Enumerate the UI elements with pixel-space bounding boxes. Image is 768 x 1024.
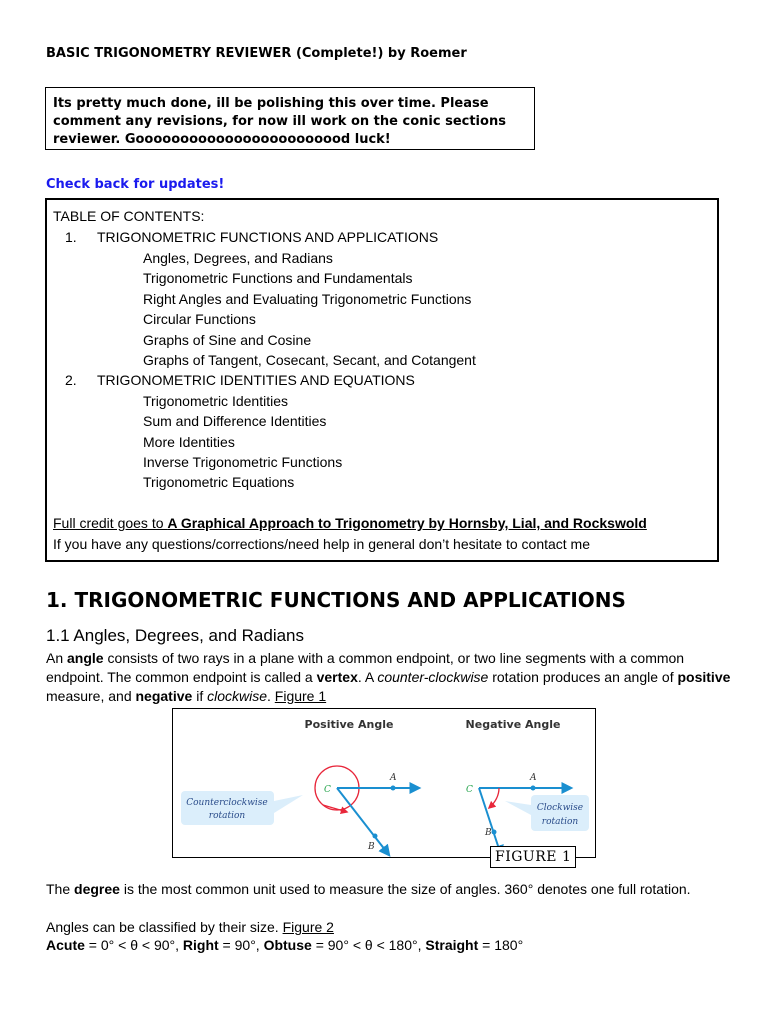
negative-angle-title: Negative Angle (465, 718, 561, 731)
negative-terminal-ray (479, 788, 501, 855)
term-acute: Acute (46, 937, 85, 953)
author-note-box: Its pretty much done, ill be polishing this over time. Please comment any revisions, for now ill work on the conic sections reviewer. Goooooooooooooooooooooood luck! (45, 87, 535, 150)
clockwise-label-line1: Clockwise (536, 803, 584, 813)
toc-item[interactable]: Angles, Degrees, and Radians (143, 250, 333, 266)
point-label-a: A (530, 773, 537, 783)
clockwise-arc (489, 788, 499, 808)
vertex-label-c: C (324, 785, 331, 795)
toc-item[interactable]: Right Angles and Evaluating Trigonometric Functions (143, 291, 472, 307)
toc-item[interactable]: More Identities (143, 434, 235, 450)
term-vertex: vertex (316, 669, 358, 685)
credit-prefix: Full credit goes to (53, 515, 168, 531)
point-label-a: A (390, 773, 397, 783)
toc-item[interactable]: Trigonometric Identities (143, 393, 288, 409)
vertex-label-c: C (466, 785, 473, 795)
toc-section-number: 2. (65, 372, 77, 388)
table-of-contents (45, 198, 719, 562)
counterclockwise-label-line1: Counterclockwise (186, 798, 268, 808)
degree-paragraph: The degree is the most common unit used to measure the size of angles. 360° denotes one full rotation. (46, 881, 691, 897)
figure-1-label: FIGURE 1 (490, 846, 576, 868)
term-angle: angle (67, 650, 104, 666)
angle-types-line: Acute = 0° < θ < 90°, Right = 90°, Obtuse = 90° < θ < 180°, Straight = 180° (46, 937, 524, 953)
term-obtuse: Obtuse (263, 937, 312, 953)
toc-item[interactable]: Trigonometric Equations (143, 474, 295, 490)
figure-1-diagram (173, 709, 595, 857)
term-right: Right (182, 937, 219, 953)
clockwise-label-line2: rotation (541, 817, 579, 827)
toc-item[interactable]: Trigonometric Functions and Fundamentals (143, 270, 413, 286)
point-a-dot (391, 786, 396, 791)
credit-line (53, 514, 647, 532)
point-b-dot (373, 834, 378, 839)
positive-angle-title: Positive Angle (304, 718, 394, 731)
toc-item[interactable]: Circular Functions (143, 311, 256, 327)
figure-1-link[interactable]: Figure 1 (274, 688, 327, 704)
term-negative: negative (135, 688, 193, 704)
point-b-dot (492, 830, 497, 835)
document-title: BASIC TRIGONOMETRY REVIEWER (Complete!) by Roemer (46, 46, 467, 61)
positive-terminal-ray (337, 788, 389, 855)
counterclockwise-label-line2: rotation (208, 811, 246, 821)
toc-heading: TABLE OF CONTENTS: (53, 208, 205, 224)
clockwise-callout-pointer (505, 801, 531, 815)
credit-book-title: A Graphical Approach to Trigonometry by Hornsby, Lial, and Rockswold (167, 515, 647, 531)
term-degree: degree (74, 881, 120, 897)
term-straight: Straight (425, 937, 479, 953)
toc-item[interactable]: Graphs of Tangent, Cosecant, Secant, and Cotangent (143, 352, 476, 368)
updates-notice: Check back for updates! (46, 177, 225, 192)
toc-item[interactable]: Graphs of Sine and Cosine (143, 332, 312, 348)
angle-definition-paragraph: An angle consists of two rays in a plane with a common endpoint, or two line segments with a common endpoint. The common endpoint is called a vertex. A counter-clockwise rotation produces an angle of positive measure, and negative if clockwise. Figure 1 (46, 650, 731, 704)
figure-1-box (172, 708, 596, 858)
toc-section-label: TRIGONOMETRIC IDENTITIES AND EQUATIONS (97, 372, 415, 388)
point-a-dot (531, 786, 536, 791)
contact-line: If you have any questions/corrections/need help in general don’t hesitate to contact me (53, 536, 591, 552)
subsection-1-1-heading: 1.1 Angles, Degrees, and Radians (46, 626, 305, 645)
point-label-b: B (368, 842, 375, 852)
toc-item[interactable]: Sum and Difference Identities (143, 413, 327, 429)
figure-2-link[interactable]: Figure 2 (282, 919, 334, 935)
counterclockwise-callout-pointer (274, 795, 303, 813)
toc-item[interactable]: Inverse Trigonometric Functions (143, 454, 343, 470)
term-positive: positive (677, 669, 731, 685)
toc-section-number: 1. (65, 229, 77, 245)
toc-section-label: TRIGONOMETRIC FUNCTIONS AND APPLICATIONS (97, 229, 439, 245)
angle-classification-paragraph: Angles can be classified by their size. Figure 2 (46, 919, 334, 935)
point-label-b: B (485, 828, 492, 838)
section-1-heading: 1. TRIGONOMETRIC FUNCTIONS AND APPLICATIONS (46, 588, 626, 612)
